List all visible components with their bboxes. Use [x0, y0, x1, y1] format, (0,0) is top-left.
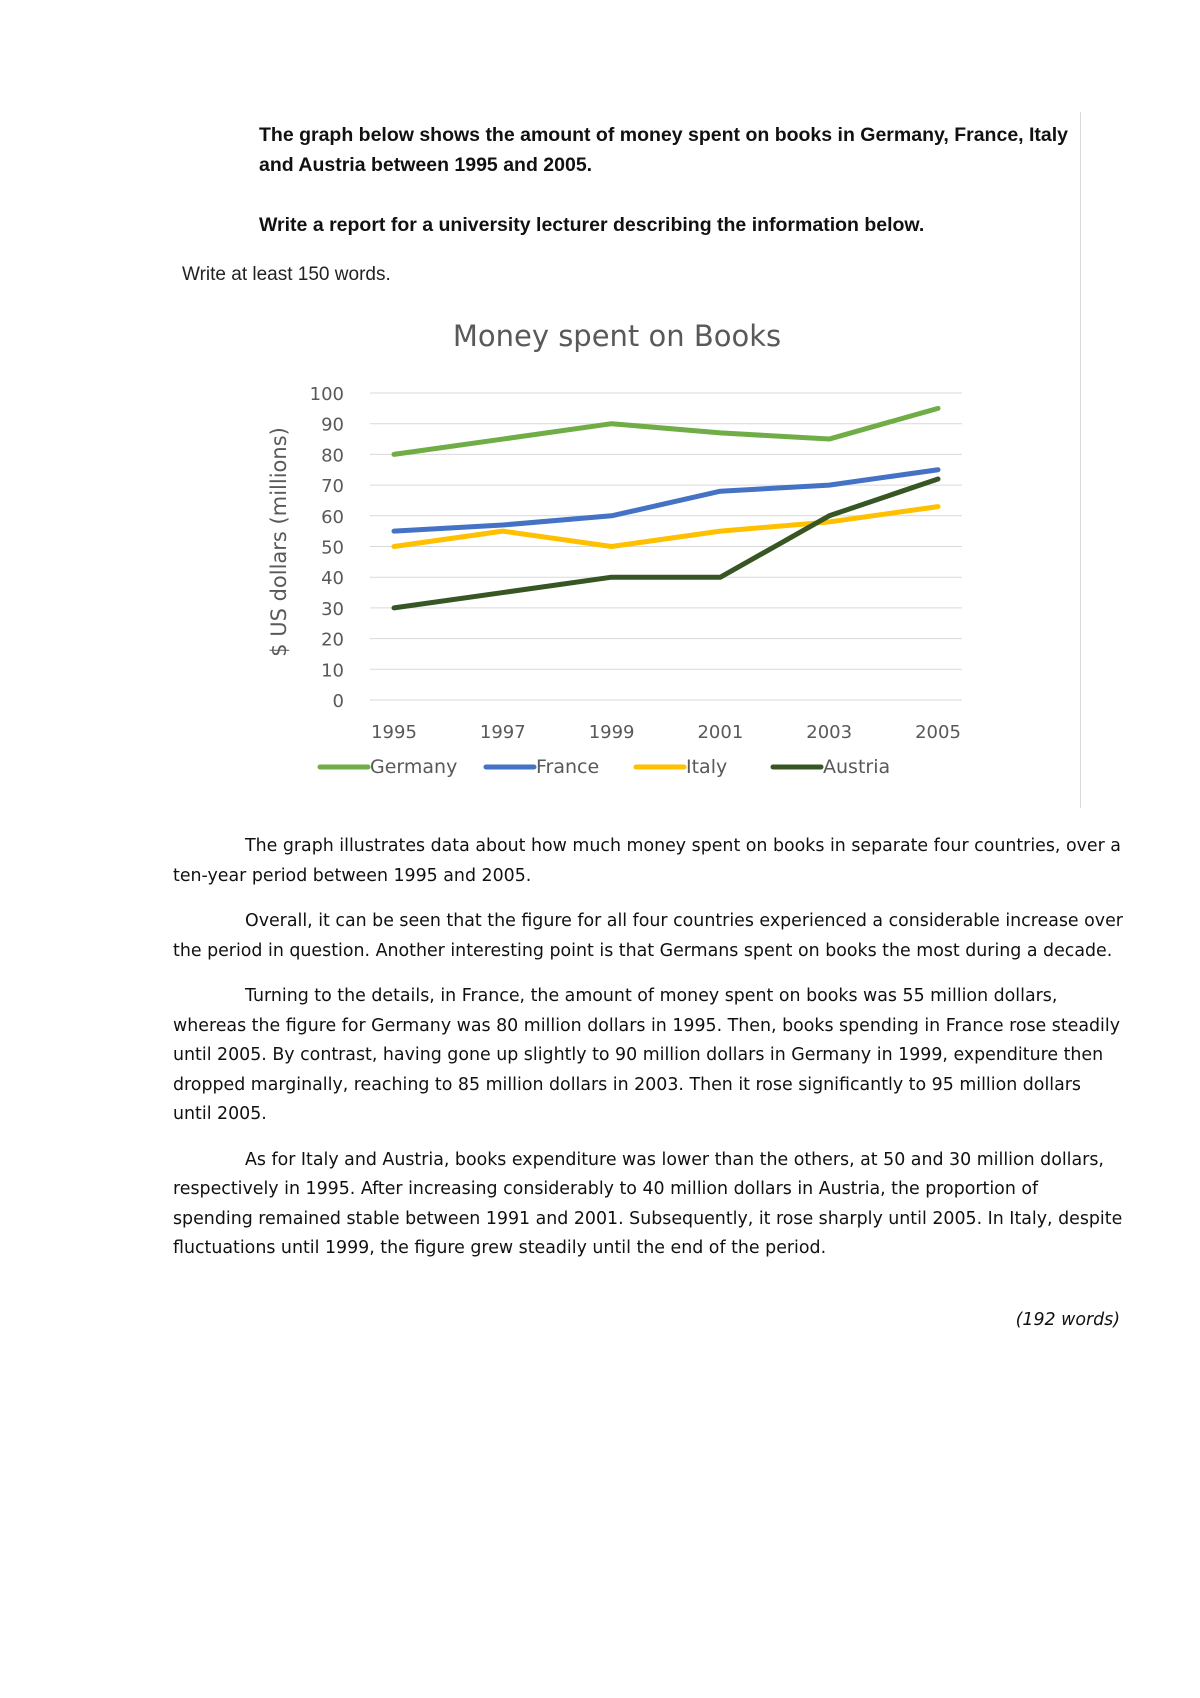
y-axis-label: $ US dollars (millions) [267, 427, 291, 657]
y-tick-label: 40 [321, 568, 344, 590]
y-tick-label: 10 [321, 660, 344, 682]
task-prompt: The graph below shows the amount of money spent on books in Germany, France, Italy and Austria between 1995 and 2005. [259, 124, 1069, 176]
x-tick-labels [371, 722, 961, 743]
essay-paragraph-2: Overall, it can be seen that the figure for all four countries experienced a considerable increase over the period in question. Another interesting point is that Germans spent on books the most during a decade. [173, 911, 1123, 961]
y-tick-label: 20 [321, 629, 344, 651]
legend-label-france: France [536, 756, 600, 778]
y-tick-label: 90 [321, 414, 344, 436]
word-requirement: Write at least 150 words. [182, 264, 391, 285]
line-chart [260, 310, 980, 800]
legend-label-austria: Austria [823, 756, 891, 778]
chart-title: Money spent on Books [452, 319, 782, 353]
essay-body [173, 832, 1123, 1280]
y-tick-label: 30 [321, 598, 344, 620]
series-lines [394, 408, 938, 608]
y-tick-label: 80 [321, 445, 344, 467]
legend-label-italy: Italy [686, 756, 728, 778]
y-tick-label: 60 [321, 506, 344, 528]
series-line-france [394, 470, 938, 531]
series-line-austria [394, 479, 938, 608]
series-line-germany [394, 408, 938, 454]
page-divider [1080, 112, 1081, 808]
x-tick-label: 2001 [697, 722, 744, 743]
x-tick-label: 1997 [479, 722, 526, 743]
legend-label-germany: Germany [370, 756, 458, 778]
y-tick-label: 70 [321, 476, 344, 498]
y-tick-labels [310, 384, 344, 712]
x-tick-label: 1999 [588, 722, 635, 743]
y-tick-label: 50 [321, 537, 344, 559]
legend [320, 756, 890, 778]
x-tick-label: 1995 [371, 722, 417, 743]
y-tick-label: 100 [309, 384, 344, 405]
essay-paragraph-3: Turning to the details, in France, the amount of money spent on books was 55 million dollars, whereas the figure for Germany was 80 million dollars in 1995. Then, books spending in France rose steadily until 2005. By contrast, having gone up slightly to 90 million dollars in Germany in 1999, expenditure then dropped marginally, reaching to 85 million dollars in 2003. Then it rose significantly to 95 million dollars until 2005. [173, 986, 1120, 1124]
task-instruction: Write a report for a university lecturer describing the information below. [259, 214, 925, 236]
x-tick-label: 2005 [915, 722, 961, 743]
y-tick-label: 0 [332, 691, 344, 712]
essay-paragraph-4: As for Italy and Austria, books expenditure was lower than the others, at 50 and 30 million dollars, respectively in 1995. After increasing considerably to 40 million dollars in Austria, the proportion of spending remained stable between 1991 and 2001. Subsequently, it rose sharply until 2005. In Italy, despite fluctuations until 1999, the figure grew steadily until the end of the period. [173, 1149, 1123, 1258]
gridlines [370, 393, 962, 700]
essay-paragraph-1: The graph illustrates data about how much money spent on books in separate four countries, over a ten-year period between 1995 and 2005. [173, 836, 1121, 886]
word-count: (192 words) [1015, 1310, 1120, 1330]
x-tick-label: 2003 [806, 722, 853, 743]
